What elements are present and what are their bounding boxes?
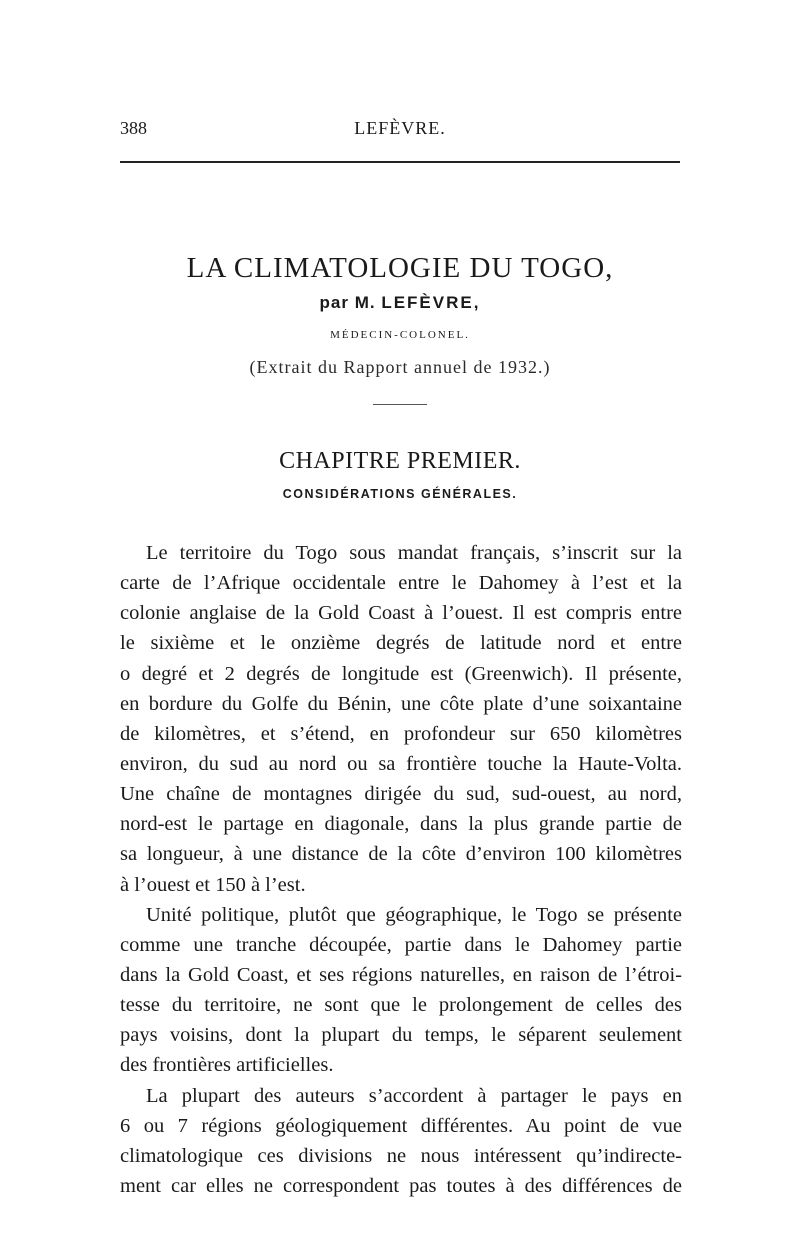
body-line: tesse du territoire, ne sont que le prolongement de celles des xyxy=(120,994,682,1017)
section-divider xyxy=(373,404,427,405)
body-line: environ, du sud au nord ou sa frontière touche la Haute-Volta. xyxy=(120,752,682,775)
body-text xyxy=(120,538,682,1201)
body-line: Une chaîne de montagnes dirigée du sud, sud-ouest, au nord, xyxy=(120,783,682,806)
author-rank: MÉDECIN-COLONEL. xyxy=(330,329,470,341)
body-line: le sixième et le onzième degrés de latitude nord et entre xyxy=(120,632,682,655)
article-author xyxy=(120,293,680,313)
body-line: sa longueur, à une distance de la côte d’environ 100 kilomètres xyxy=(120,843,682,866)
body-line: comme une tranche découpée, partie dans le Dahomey partie xyxy=(120,933,682,956)
body-line: en bordure du Golfe du Bénin, une côte plate d’une soixantaine xyxy=(120,692,682,715)
body-line: nord-est le partage en diagonale, dans la plus grande partie de xyxy=(120,813,682,836)
body-line: à l’ouest et 150 à l’est. xyxy=(120,873,306,896)
article-title: LA CLIMATOLOGIE DU TOGO, xyxy=(186,252,614,284)
body-line: de kilomètres, et s’étend, en profondeur sur 650 kilomètres xyxy=(120,722,682,745)
chapter-title: CHAPITRE PREMIER. xyxy=(279,448,521,474)
body-line: Unité politique, plutôt que géographique, le Togo se présente xyxy=(146,903,682,926)
body-line: Le territoire du Togo sous mandat français, s’inscrit sur la xyxy=(146,542,682,564)
body-line: colonie anglaise de la Gold Coast à l’ouest. Il est compris entre xyxy=(120,602,682,625)
page-header xyxy=(120,118,680,144)
body-line: o degré et 2 degrés de longitude est (Greenwich). Il présente, xyxy=(120,662,682,685)
body-line: dans la Gold Coast, et ses régions naturelles, en raison de l’étroi- xyxy=(120,963,682,986)
body-line: pays voisins, dont la plupart du temps, le séparent seulement xyxy=(120,1024,682,1047)
body-line: carte de l’Afrique occidentale entre le Dahomey à l’est et la xyxy=(120,572,682,595)
body-line: climatologique ces divisions ne nous intéressent qu’indirecte- xyxy=(120,1144,682,1167)
extract-note: (Extrait du Rapport annuel de 1932.) xyxy=(249,357,551,377)
author-name: LEFÈVRE, xyxy=(381,293,481,312)
author-prefix: par M. xyxy=(319,293,376,312)
body-line: La plupart des auteurs s’accordent à partager le pays en xyxy=(146,1084,682,1107)
body-line: ment car elles ne correspondent pas toutes à des différences de xyxy=(120,1174,682,1197)
body-line: 6 ou 7 régions géologiquement différentes. Au point de vue xyxy=(120,1114,682,1137)
page-number: 388 xyxy=(120,118,147,138)
section-title: CONSIDÉRATIONS GÉNÉRALES. xyxy=(282,487,518,501)
header-rule xyxy=(120,161,680,163)
body-line: des frontières artificielles. xyxy=(120,1054,334,1077)
running-title: LEFÈVRE. xyxy=(354,118,446,138)
